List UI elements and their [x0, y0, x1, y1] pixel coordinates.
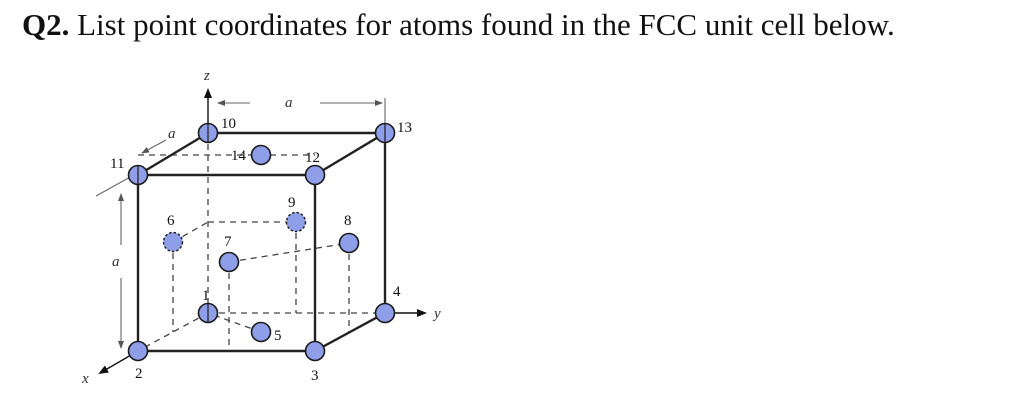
- atom-label-10: 10: [221, 116, 236, 132]
- atom-label-5: 5: [274, 328, 282, 344]
- atom-label-1: 1: [202, 288, 210, 304]
- atom-label-12: 12: [305, 150, 320, 166]
- dimension-label-depth: a: [168, 126, 176, 142]
- atom-label-13: 13: [397, 120, 412, 136]
- cube-edge: [315, 313, 385, 351]
- atom-9: [287, 213, 306, 232]
- z-axis-label: z: [204, 68, 210, 84]
- dimension-tick: [96, 176, 132, 196]
- atom-5: [252, 323, 271, 342]
- atom-label-7: 7: [224, 234, 232, 250]
- atom-label-4: 4: [393, 284, 401, 300]
- atom-7: [220, 253, 239, 272]
- y-axis-label: y: [434, 306, 441, 322]
- atom-label-14: 14: [231, 148, 246, 164]
- question-number: Q2.: [22, 7, 70, 42]
- atom-label-2: 2: [135, 366, 143, 382]
- x-axis-label: x: [82, 371, 89, 387]
- atom-3: [306, 342, 325, 361]
- atom-label-11: 11: [110, 156, 125, 172]
- cube-edge: [315, 133, 385, 175]
- dimension-label-top: a: [285, 95, 293, 111]
- atom-14: [252, 146, 271, 165]
- atom-4: [376, 304, 395, 323]
- atom-12: [306, 166, 325, 185]
- atom-label-6: 6: [167, 213, 175, 229]
- atom-6: [164, 233, 183, 252]
- atom-label-3: 3: [311, 368, 319, 384]
- atom-2: [129, 342, 148, 361]
- question-body: List point coordinates for atoms found in the FCC unit cell below.: [77, 7, 895, 42]
- atom-8: [340, 234, 359, 253]
- hidden-guide: [229, 243, 349, 262]
- dimension-line-depth: [142, 140, 166, 153]
- dimension-label-left: a: [112, 254, 120, 270]
- atom-label-9: 9: [288, 195, 296, 211]
- atom-label-8: 8: [344, 213, 352, 229]
